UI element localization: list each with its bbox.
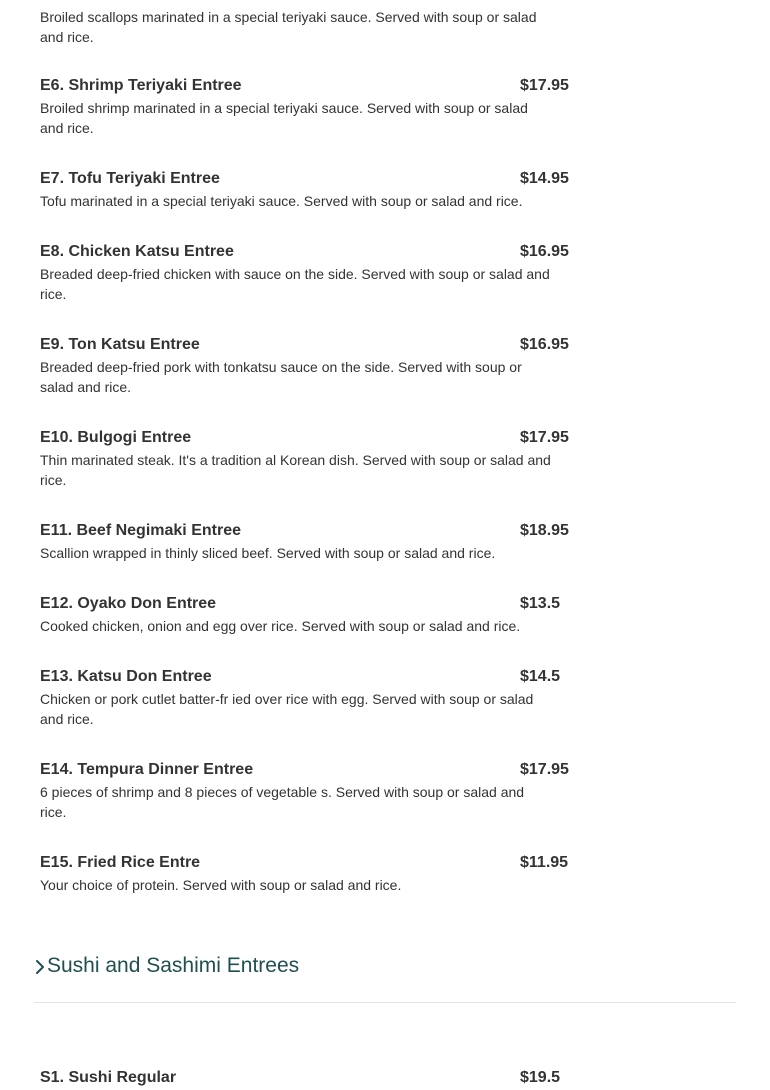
menu-item-price: $14.5 [520, 668, 561, 685]
menu-item-e9[interactable] [40, 335, 570, 397]
menu-item-e14[interactable] [40, 760, 570, 822]
menu-item-name: E6. Shrimp Teriyaki Entree [40, 77, 242, 94]
menu-item-e6[interactable] [40, 76, 570, 138]
menu-item-price: $19.5 [520, 1069, 561, 1086]
menu-item-e15[interactable] [40, 853, 570, 895]
menu-item-description: Your choice of protein. Served with soup or salad and rice. [40, 877, 402, 893]
menu-item-name: E9. Ton Katsu Entree [40, 336, 200, 353]
menu-item-name: E14. Tempura Dinner Entree [40, 761, 254, 778]
menu-item-header [40, 521, 570, 541]
menu-item-header [40, 1068, 570, 1088]
menu-item-header [40, 760, 570, 780]
menu-item-e12[interactable] [40, 594, 570, 636]
menu-item-price: $18.95 [520, 522, 569, 539]
menu-item-description: 6 pieces of shrimp and 8 pieces of vegetable s. Served with soup or salad and rice. [40, 784, 525, 820]
menu-item-e13[interactable] [40, 667, 570, 729]
menu-item-name: E11. Beef Negimaki Entree [40, 522, 241, 539]
menu-item-description: Cooked chicken, onion and egg over rice. Served with soup or salad and rice. [40, 618, 521, 634]
menu-item-header [40, 242, 570, 262]
section-title: Sushi and Sashimi Entrees [47, 954, 300, 977]
menu-item-price: $16.95 [520, 336, 569, 353]
menu-item-header [40, 428, 570, 448]
menu-item-price: $14.95 [520, 170, 569, 187]
menu-item-price: $17.95 [520, 77, 569, 94]
menu-item-description: Scallion wrapped in thinly sliced beef. Served with soup or salad and rice. [40, 545, 496, 561]
menu-item-price: $16.95 [520, 243, 569, 260]
menu-item-e8[interactable] [40, 242, 570, 304]
menu-item-e7[interactable] [40, 169, 570, 211]
menu-item-description: Broiled shrimp marinated in a special teriyaki sauce. Served with soup or salad and rice. [40, 100, 528, 136]
menu-item-name: E12. Oyako Don Entree [40, 595, 217, 612]
menu-item-header [40, 169, 570, 189]
menu-item-name: E13. Katsu Don Entree [40, 668, 212, 685]
menu-item-header [40, 76, 570, 96]
menu-item-name: E7. Tofu Teriyaki Entree [40, 170, 220, 187]
menu-item-price: $17.95 [520, 429, 569, 446]
menu-item-price: $13.5 [520, 595, 561, 612]
menu-item-description: Thin marinated steak. It's a tradition al Korean dish. Served with soup or salad and rice. [40, 452, 551, 488]
menu-item-e5[interactable] [40, 5, 570, 47]
menu-item-name: E15. Fried Rice Entre [40, 854, 201, 871]
menu-item-header [40, 594, 570, 614]
menu-item-name: E10. Bulgogi Entree [40, 429, 192, 446]
menu-item-price: $11.95 [520, 854, 569, 871]
menu-item-price: $17.95 [520, 761, 569, 778]
menu-item-description: Breaded deep-fried pork with tonkatsu sauce on the side. Served with soup or salad and rice. [40, 359, 522, 395]
menu-item-description: Tofu marinated in a special teriyaki sauce. Served with soup or salad and rice. [40, 193, 523, 209]
section-header-sushi-sashimi[interactable] [34, 952, 736, 1003]
menu-item-e11[interactable] [40, 521, 570, 563]
menu-item-header [40, 335, 570, 355]
menu-item-name: S1. Sushi Regular [40, 1069, 177, 1086]
menu-item-e10[interactable] [40, 428, 570, 490]
menu-item-s1[interactable] [40, 1068, 570, 1088]
menu-item-description: Breaded deep-fried chicken with sauce on the side. Served with soup or salad and rice. [40, 266, 550, 302]
menu-item-name: E8. Chicken Katsu Entree [40, 243, 234, 260]
menu-item-description: Chicken or pork cutlet batter-fr ied over rice with egg. Served with soup or salad and rice. [40, 691, 534, 727]
menu-item-header [40, 853, 570, 873]
menu-item-header [40, 667, 570, 687]
menu-item-description: Broiled scallops marinated in a special teriyaki sauce. Served with soup or salad and rice. [40, 9, 537, 45]
chevron-right-icon [34, 956, 46, 978]
